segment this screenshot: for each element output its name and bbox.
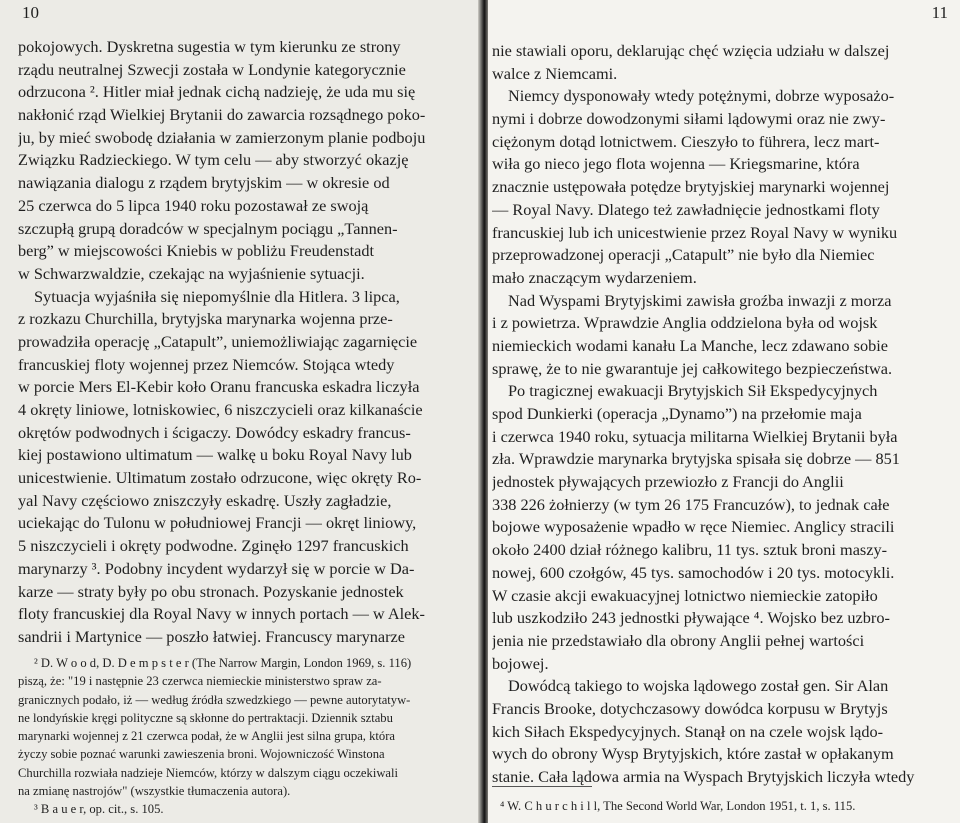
text-line: odrzucona ². Hitler miał jednak cichą nadzieję, że uda mu się <box>18 82 416 102</box>
text-line: i czerwca 1940 roku, sytuacja militarna Wielkiej Brytanii była <box>492 426 898 446</box>
left-body-text <box>18 36 476 649</box>
text-line: nie stawiali oporu, deklarując chęć wzięcia udziału w dalszej <box>492 41 890 60</box>
page-number-right: 11 <box>931 3 948 22</box>
footnote-line: ne londyńskie kręgi polityczne są skłonne do pertraktacji. Dziennik sztabu <box>18 710 393 725</box>
text-line: z rozkazu Churchilla, brytyjska marynarka wojenna prze- <box>18 309 393 329</box>
footnote-line: piszą, że: "19 i następnie 23 czerwca niemieckie ministerstwo spraw za- <box>18 674 382 689</box>
text-line: — Royal Navy. Dlatego też zawładnięcie jednostkami floty <box>492 199 880 219</box>
text-line: 25 czerwca do 5 lipca 1940 roku pozostawał ze swoją <box>18 195 369 215</box>
text-line: Związku Radzieckiego. W tym celu — aby stworzyć okazję <box>18 150 409 170</box>
footnote-line: na zmianę nastrojów" (wszystkie tłumaczenia autora). <box>18 784 291 799</box>
footnote-rule <box>492 786 592 787</box>
footnote-line: Churchilla rozwiała nadzieje Niemców, którzy w dalszym ciągu oczekiwali <box>18 765 398 780</box>
text-line: znacznie ustępowała potędze brytyjskiej marynarki wojennej <box>492 177 890 197</box>
text-line: rządu neutralnej Szwecji została w Londynie kategorycznie <box>18 59 406 79</box>
text-line: marynarzy ³. Podobny incydent wydarzył się w porcie w Da- <box>18 558 415 578</box>
text-line: nowej, 600 czołgów, 45 tys. samochodów i 20 tys. motocykli. <box>492 562 895 582</box>
right-footnotes <box>492 797 954 815</box>
right-page <box>488 0 960 823</box>
footnote-line: marynarki wojennej z 21 czerwca podał, że w Anglii jest silna grupa, która <box>18 729 395 744</box>
text-line: nakłonić rząd Wielkiej Brytanii do zawarcia rozsądnego poko- <box>18 105 426 125</box>
footnote-line: granicznych podało, iż — według źródła szwedzkiego — pewne autorytatyw- <box>18 692 411 707</box>
text-line: 5 niszczycieli i okręty podwodne. Zginęło 1297 francuskich <box>18 536 409 556</box>
text-line: prowadziła operację „Catapult”, uniemożliwiając zagarnięcie <box>18 331 418 351</box>
text-line: sandrii i Martynice — poszło łatwiej. Francuscy marynarze <box>18 626 406 646</box>
left-footnotes <box>18 654 476 819</box>
text-line: 4 okręty liniowe, lotniskowiec, 6 niszczycieli oraz kilkanaście <box>18 400 423 419</box>
text-line: francuskiej floty wojennej przez Niemców. Stojąca wtedy <box>18 354 395 374</box>
text-line: berg” w miejscowości Kniebis w pobliżu Freudenstadt <box>18 241 375 261</box>
text-line: 338 226 żołnierzy (w tym 26 175 Francuzów), to jednak całe <box>492 494 890 514</box>
text-line: unicestwienie. Ultimatum zostało odrzucone, więc okręty Ro- <box>18 468 422 488</box>
footnote-line: ³ B a u e r, op. cit., s. 105. <box>34 802 164 817</box>
footnote-line: ² D. W o o d, D. D e m p s t e r (The Narrow Margin, London 1969, s. 116) <box>34 656 412 670</box>
footnote-line: życzy sobie poznać warunki zawieszenia broni. Wojowniczość Winstona <box>18 747 385 762</box>
text-line: szczupłą grupą doradców w specjalnym pociągu „Tannen- <box>18 218 398 238</box>
text-line: okrętów podwodnych i ścigaczy. Dowódcy eskadry francus- <box>18 422 411 442</box>
text-line: Francis Brooke, dotychczasowy dowódca korpusu w Brytyjs <box>492 698 888 718</box>
text-line: jednostek pływających przewiozło z Francji do Anglii <box>492 472 844 492</box>
text-line: karze — straty były po obu stronach. Pozyskanie jednostek <box>18 581 404 601</box>
text-line: Niemcy dysponowały wtedy potężnymi, dobrze wyposażo- <box>508 86 895 106</box>
right-body-text <box>492 40 954 789</box>
text-line: wych do obrony Wysp Brytyjskich, które zastał w opłakanym <box>492 744 894 764</box>
text-line: w porcie Mers El-Kebir koło Oranu francuska eskadra liczyła <box>18 377 420 397</box>
text-line: W czasie akcji ewakuacyjnej lotnictwo niemieckie zatopiło <box>492 585 878 605</box>
text-line: kich Siłach Ekspedycyjnych. Stanął on na czele wojsk lądo- <box>492 721 884 741</box>
text-line: wiła go nieco jego flota wojenna — Kriegsmarine, która <box>492 154 860 174</box>
text-line: ju, by mieć swobodę działania w zamierzonym planie podboju <box>18 127 426 147</box>
text-line: w Schwarzwaldzie, czekając na wyjaśnienie sytuacji. <box>18 263 365 283</box>
text-line: lub uszkodziło 243 jednostki pływające ⁴. Wojsko bez uzbro- <box>492 608 890 628</box>
text-line: i z powietrza. Wprawdzie Anglia oddzielona była od wojsk <box>492 313 878 333</box>
footnote-line: ⁴ W. C h u r c h i l l, The Second World War, London 1951, t. 1, s. 115. <box>500 799 856 813</box>
text-line: nymi i dobrze dowodzonymi siłami lądowymi oraz nie zwy- <box>492 109 886 129</box>
text-line: uciekając do Tulonu w południowej Francji — okręt liniowy, <box>18 513 417 533</box>
text-line: jenia nie przedstawiało dla obrony Anglii pełnej wartości <box>492 630 865 650</box>
text-line: francuskiej lub ich unicestwienie przez Royal Navy w wyniku <box>492 222 898 242</box>
text-line: niemieckich wodami kanału La Manche, lecz zdawano sobie <box>492 335 889 355</box>
text-line: stanie. Cała lądowa armia na Wyspach Brytyjskich liczyła wtedy <box>492 767 915 786</box>
text-line: przeprowadzonej operacji „Catapult” nie było dla Niemiec <box>492 245 875 265</box>
text-line: pokojowych. Dyskretna sugestia w tym kierunku ze strony <box>18 37 401 56</box>
text-line: walce z Niemcami. <box>492 63 618 83</box>
text-line: bojowej. <box>492 653 549 673</box>
text-line: ciężonym dotąd lotnictwem. Cieszyło to führera, lecz mart- <box>492 131 880 151</box>
text-line: floty francuskiej dla Royal Navy w innych portach — w Alek- <box>18 604 425 624</box>
text-line: Dowódcą takiego to wojska lądowego został gen. Sir Alan <box>508 676 889 696</box>
text-line: nawiązania dialogu z rządem brytyjskim — w okresie od <box>18 173 390 193</box>
text-line: około 2400 dział różnego kalibru, 11 tys. sztuk broni maszy- <box>492 540 888 560</box>
text-line: sprawę, że to nie gwarantuje jej całkowitego bezpieczeństwa. <box>492 358 893 378</box>
page-number-left: 10 <box>22 3 39 22</box>
text-line: Sytuacja wyjaśniła się niepomyślnie dla Hitlera. 3 lipca, <box>34 286 400 306</box>
text-line: yal Navy częściowo zniszczyły eskadrę. Uszły zagładzie, <box>18 490 392 510</box>
text-line: kiej postawiono ultimatum — walkę u boku Royal Navy lub <box>18 445 412 465</box>
text-line: Nad Wyspami Brytyjskimi zawisła groźba inwazji z morza <box>508 290 892 310</box>
text-line: mało znaczącym wydarzeniem. <box>492 267 697 287</box>
text-line: bojowe wyposażenie wpadło w ręce Niemiec. Anglicy stracili <box>492 517 895 537</box>
text-line: Po tragicznej ewakuacji Brytyjskich Sił Ekspedycyjnych <box>508 381 878 401</box>
text-line: zła. Wprawdzie marynarka brytyjska spisała się dobrze — 851 <box>492 449 900 469</box>
text-line: spod Dunkierki (operacja „Dynamo”) na przełomie maja <box>492 404 862 423</box>
